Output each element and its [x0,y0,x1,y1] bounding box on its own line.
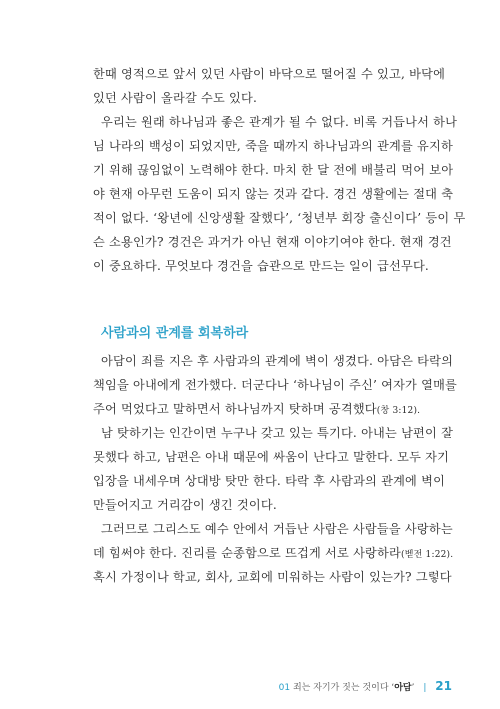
section-line-7: 만들어지고 거리감이 생긴 것이다. [93,498,277,512]
body-line-3: 우리는 원래 하나님과 좋은 관계가 될 수 없다. 비록 거듭나서 하나 [101,115,458,129]
body-line-8: 슨 소용인가? 경건은 과거가 아닌 현재 이야기여야 한다. 현재 경건 [93,235,452,249]
section-line-3 [93,401,453,419]
body-line-9: 이 중요하다. 무엇보다 경건을 습관으로 만드는 일이 급선무다. [93,259,429,273]
body-line-4: 님 나라의 백성이 되었지만, 죽을 때까지 하나님과의 관계를 유지하 [93,139,453,153]
footer-chapter-number: 01 [278,683,291,693]
section-line-6: 입장을 내세우며 상대방 탓만 한다. 타락 후 사람과의 관계에 벽이 [93,474,446,488]
section-heading: 사람과의 관계를 회복하라 [101,326,249,341]
body-line-1: 한때 영적으로 앞서 있던 사람이 바닥으로 떨어질 수 있고, 바닥에 [93,67,446,81]
section-line-9-text: 데 힘써야 한다. 진리를 순종함으로 뜨겁게 서로 사랑하라 [93,546,401,560]
page-number: 21 [435,679,452,693]
section-line-5: 못했다 하고, 남편은 아내 때문에 싸움이 난다고 말한다. 모두 자기 [93,450,450,464]
section-line-8: 그러므로 그리스도 예수 안에서 거듭난 사람은 사람들을 사랑하는 [101,522,453,536]
section-line-4: 남 탓하기는 인간이면 누구나 갖고 있는 특기다. 아내는 남편이 잘 [101,426,454,440]
footer-chapter-title: 죄는 자기가 짓는 것이다 ‘아담’ [292,683,415,693]
running-footer [279,679,452,693]
body-line-7: 적이 없다. ‘왕년에 신앙생활 잘했다’, ‘청년부 회장 출신이다’ 등이 무 [93,211,466,225]
section-line-10: 혹시 가정이나 학교, 회사, 교회에 미워하는 사람이 있는가? 그렇다 [93,570,452,584]
body-line-5: 기 위해 끊임없이 노력해야 한다. 마치 한 달 전에 배불리 먹어 보아 [93,163,454,177]
body-line-6: 야 현재 아무런 도움이 되지 않는 것과 같다. 경건 생활에는 절대 축 [93,187,454,201]
citation-genesis: (창 3:12). [376,406,421,416]
section-line-2: 책임을 아내에게 전가했다. 더군다나 ‘하나님이 주신’ 여자가 열매를 [93,378,458,392]
body-line-2: 있던 사람이 올라갈 수도 있다. [93,91,258,105]
footer-separator: | [423,683,427,693]
citation-peter: (벧전 1:22). [400,550,454,560]
section-line-1: 아담이 죄를 지은 후 사람과의 관계에 벽이 생겼다. 아담은 타락의 [101,354,454,368]
section-line-9 [93,545,453,563]
section-line-3-text: 주어 먹었다고 말하면서 하나님까지 탓하며 공격했다 [93,402,377,416]
